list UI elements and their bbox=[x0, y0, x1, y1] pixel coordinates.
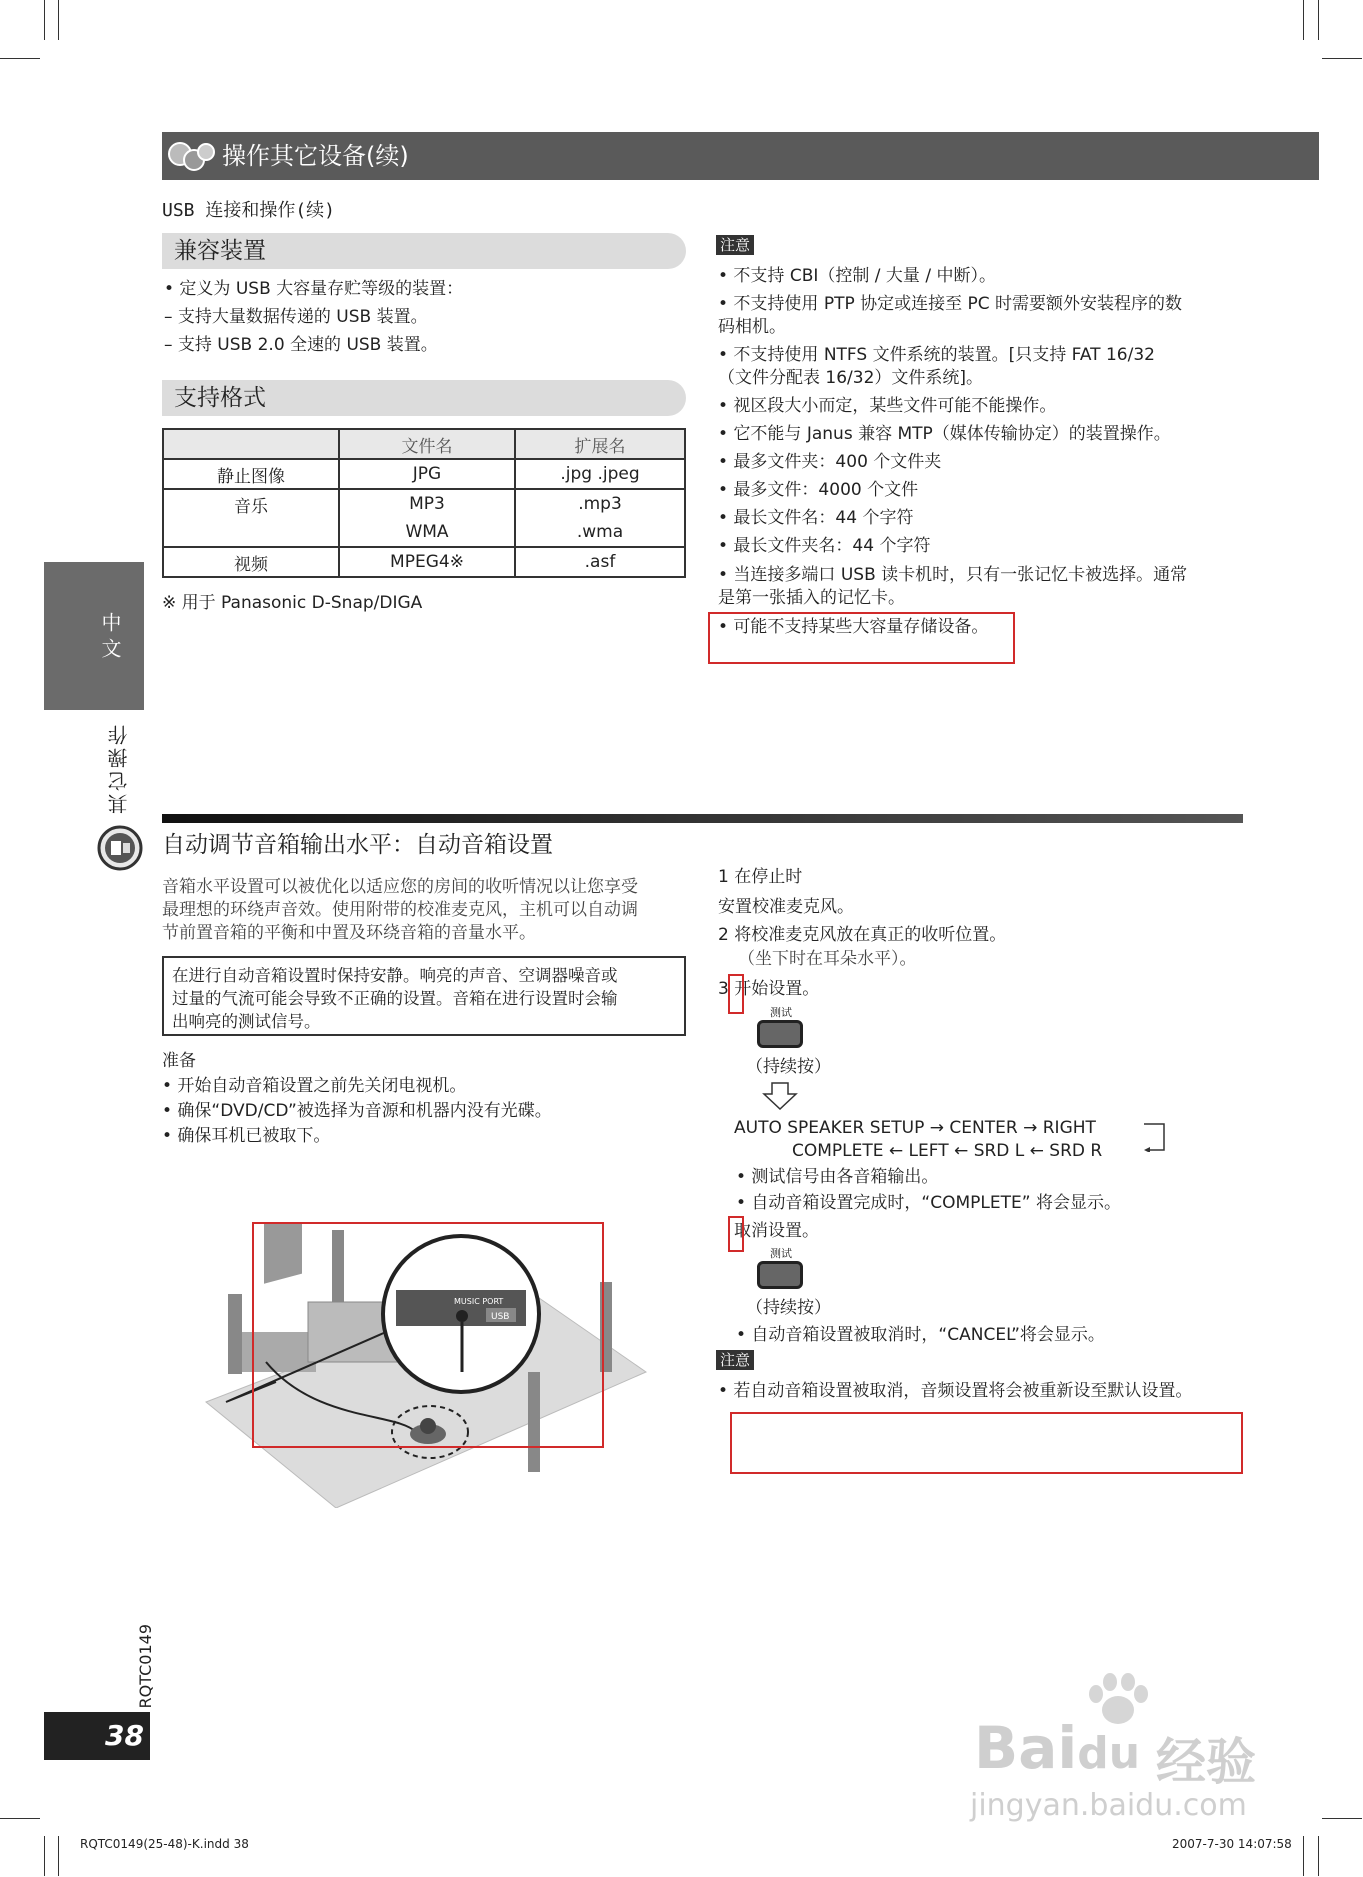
compat-item: • 定义为 USB 大容量存贮等级的装置： bbox=[164, 279, 464, 299]
hold-instruction: （持续按） bbox=[746, 1298, 831, 1318]
table-cell: WMA bbox=[339, 518, 515, 547]
table-header: 文件名 bbox=[339, 429, 515, 459]
footnote: ※ 用于 Panasonic D-Snap/DIGA bbox=[162, 593, 423, 613]
warning-line: 出响亮的测试信号。 bbox=[172, 1012, 321, 1031]
loop-arrow-icon bbox=[1142, 1122, 1168, 1152]
step-2-detail: （坐下时在耳朵水平）。 bbox=[738, 949, 917, 969]
prep-title: 准备 bbox=[162, 1051, 196, 1071]
section-divider bbox=[162, 814, 1243, 823]
note-line: • 最长文件夹名：44 个字符 bbox=[718, 536, 931, 556]
table-header-row bbox=[163, 429, 685, 459]
table-cell: MP3 bbox=[339, 489, 515, 518]
warning-line: 在进行自动音箱设置时保持安静。响亮的声音、空调器噪音或 bbox=[172, 966, 618, 985]
devices-icon bbox=[166, 136, 218, 176]
highlight-box bbox=[730, 1412, 1243, 1474]
baidu-watermark bbox=[960, 1670, 1290, 1830]
subheading: USB 连接和操作(续) bbox=[162, 200, 336, 221]
language-tab bbox=[44, 562, 144, 710]
intro-line: 音箱水平设置可以被优化以适应您的房间的收听情况以让您享受 bbox=[162, 877, 638, 897]
table-cell: 音乐 bbox=[163, 489, 339, 518]
table-cell: .mp3 bbox=[515, 489, 685, 518]
test-button[interactable] bbox=[757, 1020, 803, 1048]
step-1-detail: 安置校准麦克风。 bbox=[718, 897, 854, 917]
setup-flow: AUTO SPEAKER SETUP → CENTER → RIGHT bbox=[734, 1118, 1096, 1138]
compat-item: – 支持大量数据传递的 USB 装置。 bbox=[164, 307, 428, 327]
crop-mark bbox=[44, 1836, 45, 1876]
table-cell: 视频 bbox=[163, 547, 339, 577]
note-line: • 它不能与 Janus 兼容 MTP（媒体传输协定）的装置操作。 bbox=[718, 424, 1171, 444]
note-line: • 最多文件：4000 个文件 bbox=[718, 480, 919, 500]
crop-mark bbox=[1322, 1818, 1362, 1819]
intro-line: 最理想的环绕声音效。使用附带的校准麦克风，主机可以自动调 bbox=[162, 900, 638, 920]
table-cell: 静止图像 bbox=[163, 459, 339, 489]
crop-mark bbox=[1303, 1836, 1304, 1876]
table-cell: MPEG4※ bbox=[339, 547, 515, 577]
table-cell: .wma bbox=[515, 518, 685, 547]
prep-item: • 确保耳机已被取下。 bbox=[162, 1126, 331, 1146]
crop-mark bbox=[1322, 58, 1362, 59]
note-line: • 不支持使用 PTP 协定或连接至 PC 时需要额外安装程序的数 bbox=[718, 294, 1183, 314]
table-row bbox=[163, 489, 685, 518]
note-line: • 当连接多端口 USB 读卡机时，只有一张记忆卡被选择。通常 bbox=[718, 565, 1188, 585]
crop-mark bbox=[44, 0, 45, 40]
language-tab-label: 中文 bbox=[98, 612, 122, 664]
hold-instruction: （持续按） bbox=[746, 1057, 831, 1077]
step-3-note: • 测试信号由各音箱输出。 bbox=[736, 1167, 939, 1187]
note-line: • 可能不支持某些大容量存储设备。 bbox=[718, 617, 989, 637]
table-cell bbox=[163, 518, 339, 547]
note-line: • 不支持 CBI（控制 / 大量 / 中断）。 bbox=[718, 266, 996, 286]
crop-mark bbox=[0, 1818, 40, 1819]
prep-item: • 开始自动音箱设置之前先关闭电视机。 bbox=[162, 1076, 467, 1096]
warning-line: 过量的气流可能会导致不正确的设置。音箱在进行设置时会输 bbox=[172, 989, 618, 1008]
footer-file: RQTC0149(25-48)-K.indd 38 bbox=[80, 1837, 249, 1851]
table-row bbox=[163, 547, 685, 577]
crop-mark bbox=[1318, 1836, 1319, 1876]
table-header: 扩展名 bbox=[515, 429, 685, 459]
test-key-label: 测试 bbox=[770, 1247, 792, 1260]
warning-box bbox=[162, 956, 686, 1036]
test-key-label: 测试 bbox=[770, 1006, 792, 1019]
section-label: 其它操作 bbox=[107, 722, 131, 814]
compat-title: 兼容装置 bbox=[162, 233, 686, 269]
step-3-note: • 自动音箱设置完成时，“COMPLETE” 将会显示。 bbox=[736, 1193, 1121, 1213]
usb-label: USB bbox=[491, 1312, 510, 1322]
crop-mark bbox=[58, 1836, 59, 1876]
note-badge: 注意 bbox=[716, 1350, 754, 1370]
note-line: （文件分配表 16/32）文件系统]。 bbox=[718, 368, 984, 388]
table-cell: .asf bbox=[515, 547, 685, 577]
note-line: • 最多文件夹：400 个文件夹 bbox=[718, 452, 942, 472]
intro-line: 节前置音箱的平衡和中置及环绕音箱的音量水平。 bbox=[162, 923, 536, 943]
setup-flow: COMPLETE ← LEFT ← SRD L ← SRD R bbox=[792, 1141, 1103, 1161]
watermark-url: jingyan.baidu.com bbox=[970, 1788, 1247, 1823]
table-header bbox=[163, 429, 339, 459]
prep-item: • 确保“DVD/CD”被选择为音源和机器内没有光碟。 bbox=[162, 1101, 552, 1121]
table-cell: .jpg .jpeg bbox=[515, 459, 685, 489]
port-label: MUSIC PORT bbox=[454, 1297, 504, 1306]
table-cell: JPG bbox=[339, 459, 515, 489]
crop-mark bbox=[0, 58, 40, 59]
step-3: 3 开始设置。 bbox=[718, 979, 820, 999]
highlight-box bbox=[728, 974, 744, 1014]
footer-date: 2007-7-30 14:07:58 bbox=[1172, 1837, 1292, 1851]
watermark-brand: Baidu bbox=[974, 1714, 1141, 1782]
note-line: • 视区段大小而定，某些文件可能不能操作。 bbox=[718, 396, 1057, 416]
cancel-step: 取消设置。 bbox=[734, 1221, 819, 1241]
note-line: 码相机。 bbox=[718, 317, 786, 337]
note-line: • 不支持使用 NTFS 文件系统的装置。[只支持 FAT 16/32 bbox=[718, 345, 1155, 365]
highlight-box bbox=[252, 1222, 604, 1448]
table-row bbox=[163, 518, 685, 547]
step-2: 2 将校准麦克风放在真正的收听位置。 bbox=[718, 925, 1007, 945]
cancel-note: • 自动音箱设置被取消时，“CANCEL”将会显示。 bbox=[736, 1325, 1105, 1345]
highlight-box bbox=[708, 612, 1015, 664]
down-arrow-icon bbox=[762, 1082, 798, 1110]
watermark-cn: 经验 bbox=[1156, 1733, 1256, 1791]
table-row bbox=[163, 459, 685, 489]
page-number: 38 bbox=[105, 1719, 144, 1752]
step-1: 1 在停止时 bbox=[718, 867, 803, 887]
highlight-box bbox=[728, 1216, 744, 1252]
test-button[interactable] bbox=[757, 1261, 803, 1289]
formats-table bbox=[162, 428, 686, 578]
page-title: 操作其它设备(续) bbox=[222, 142, 409, 170]
note-line: • 若自动音箱设置被取消，音频设置将会被重新设至默认设置。 bbox=[718, 1381, 1193, 1401]
crop-mark bbox=[1318, 0, 1319, 40]
auto-setup-title: 自动调节音箱输出水平：自动音箱设置 bbox=[162, 832, 553, 858]
compat-item: – 支持 USB 2.0 全速的 USB 装置。 bbox=[164, 335, 438, 355]
speaker-setup-icon bbox=[96, 824, 144, 872]
formats-title: 支持格式 bbox=[162, 380, 686, 416]
note-line: • 最长文件名：44 个字符 bbox=[718, 508, 914, 528]
doc-code: RQTC0149 bbox=[136, 1624, 155, 1709]
crop-mark bbox=[1303, 0, 1304, 40]
crop-mark bbox=[58, 0, 59, 40]
note-badge: 注意 bbox=[716, 235, 754, 255]
note-line: 是第一张插入的记忆卡。 bbox=[718, 588, 905, 608]
